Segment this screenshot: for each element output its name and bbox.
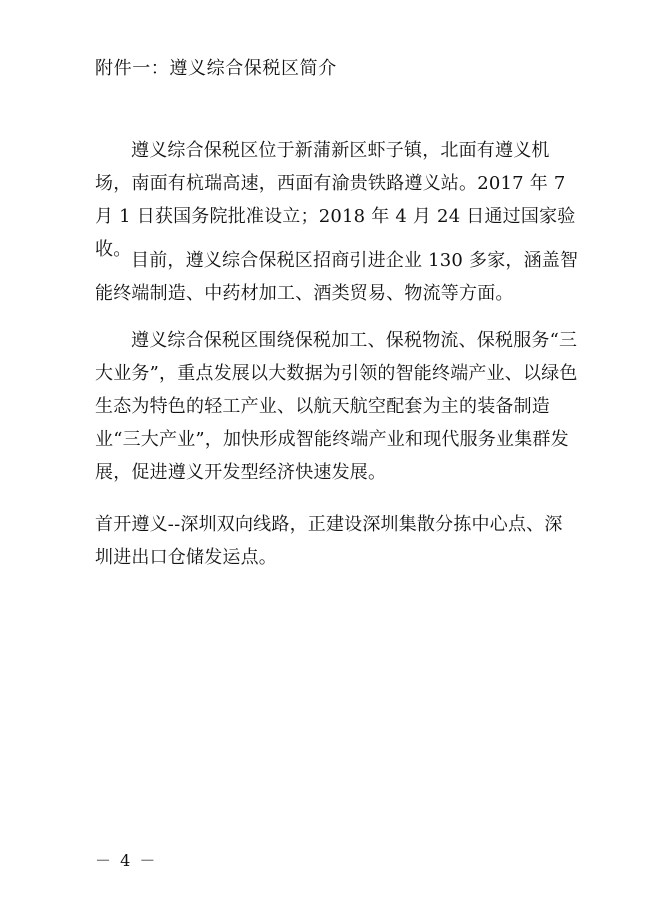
- paragraph-location: 遵义综合保税区位于新蒲新区虾子镇，北面有遵义机场，南面有杭瑞高速，西面有渝贵铁路遵义站。2017 年 7 月 1 日获国务院批准设立；2018 年 4 月 24 日通过国家验收。: [95, 140, 576, 260]
- paragraph-shenzhen-route: 首开遵义--深圳双向线路，正建设深圳集散分拣中心点、深圳进出口仓储发运点。: [95, 514, 563, 568]
- page-number: － 4 －: [95, 851, 158, 870]
- paragraph-enterprises: 目前，遵义综合保税区招商引进企业 130 多家，涵盖智能终端制造、中药材加工、酒类贸易、物流等方面。: [95, 250, 579, 304]
- attachment-title: 附件一：遵义综合保税区简介: [95, 58, 337, 79]
- paragraph-industries: 遵义综合保税区围绕保税加工、保税物流、保税服务“三大业务”，重点发展以大数据为引领的智能终端产业、以绿色生态为特色的轻工产业、以航天航空配套为主的装备制造业“三大产业”，加快形成智能终端产业和现代服务业集群发展，促进遵义开发型经济快速发展。: [95, 330, 578, 483]
